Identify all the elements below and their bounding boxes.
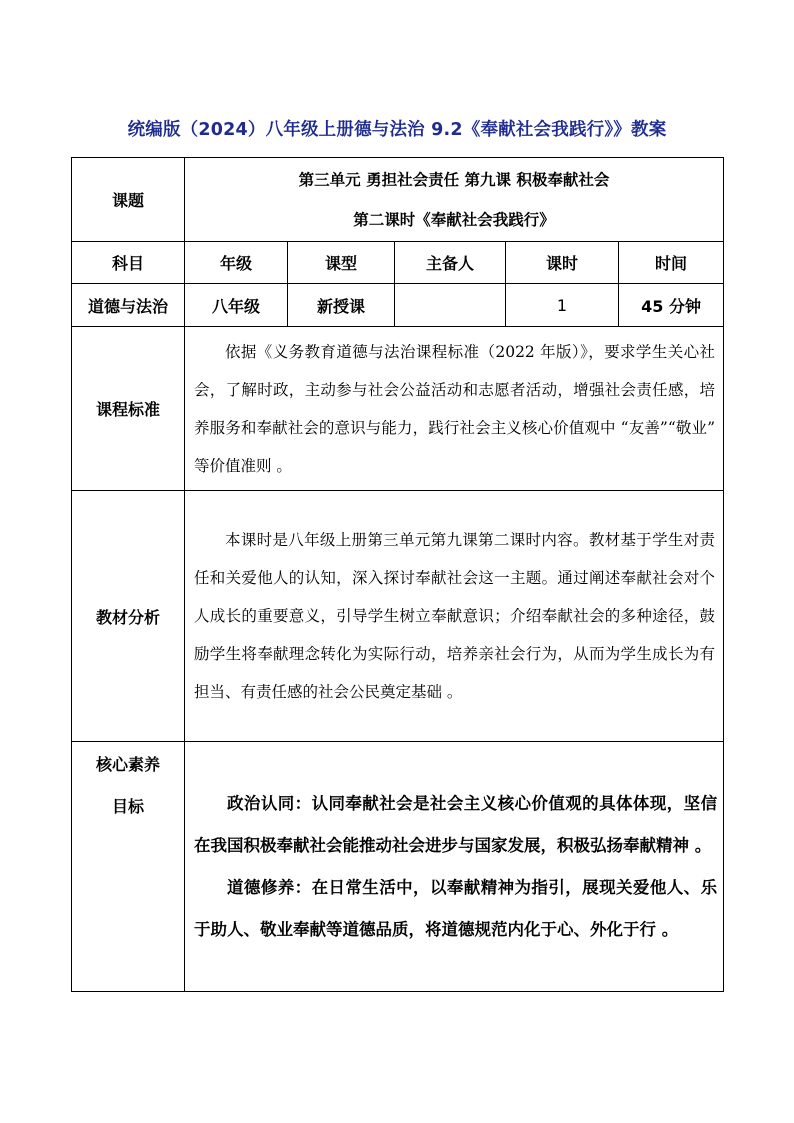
header-preparer: 主备人 — [395, 242, 506, 284]
lesson-topic-row — [72, 158, 724, 242]
curriculum-standard-row — [72, 327, 724, 491]
core-literacy-row — [72, 742, 724, 992]
lesson-topic-label: 课题 — [72, 158, 185, 242]
core-literacy-label-line1: 核心素养 — [95, 755, 160, 774]
lesson-topic-value — [185, 158, 724, 242]
core-literacy-cell — [185, 742, 724, 992]
header-lesson-type: 课型 — [288, 242, 395, 284]
value-lesson-type: 新授课 — [288, 284, 395, 327]
curriculum-standard-text: 依据《义务教育道德与法治课程标准（2022 年版）》，要求学生关心社会，了解时政，主动参与社会公益活动和志愿者活动，增强社会责任感，培养服务和奉献社会的意识与能力，践行社会主义核心价值观中 “友善”“敬业” 等价值准则 。 — [194, 342, 716, 475]
value-periods: 1 — [506, 284, 619, 327]
textbook-analysis-cell — [185, 491, 724, 742]
header-subject: 科目 — [72, 242, 185, 284]
core-literacy-label — [72, 742, 185, 992]
header-periods: 课时 — [506, 242, 619, 284]
textbook-analysis-text: 本课时是八年级上册第三单元第九课第二课时内容。教材基于学生对责任和关爱他人的认知，深入探讨奉献社会这一主题。通过阐述奉献社会对个人成长的重要意义，引导学生树立奉献意识；介绍奉献社会的多种途径，鼓励学生将奉献理念转化为实际行动，培养亲社会行为，从而为学生成长为有担当、有责任感的社会公民奠定基础 。 — [194, 531, 716, 701]
value-preparer — [395, 284, 506, 327]
curriculum-standard-cell — [185, 327, 724, 491]
document-title: 统编版（2024）八年级上册德与法治 9.2《奉献社会我践行》》教案 — [127, 120, 667, 140]
textbook-analysis-label: 教材分析 — [72, 491, 185, 742]
header-duration: 时间 — [619, 242, 724, 284]
lesson-plan-table — [71, 157, 724, 992]
info-value-row — [72, 284, 724, 327]
core-literacy-label-line2: 目标 — [111, 797, 144, 816]
lesson-topic-line1: 第三单元 勇担社会责任 第九课 积极奉献社会 — [298, 170, 610, 189]
lesson-topic-line2: 第二课时《奉献社会我践行》 — [353, 210, 555, 229]
textbook-analysis-row — [72, 491, 724, 742]
goal-political-identity: 政治认同：认同奉献社会是社会主义核心价值观的具体体现，坚信在我国积极奉献社会能推动社会进步与国家发展，积极弘扬奉献精神 。 — [194, 793, 718, 855]
info-header-row — [72, 242, 724, 284]
curriculum-standard-label: 课程标准 — [72, 327, 185, 491]
goal-moral-cultivation: 道德修养：在日常生活中，以奉献精神为指引，展现关爱他人、乐于助人、敬业奉献等道德品质，将道德规范内化于心、外化于行 。 — [194, 877, 718, 939]
value-grade: 八年级 — [185, 284, 288, 327]
value-duration: 45 分钟 — [619, 284, 724, 327]
header-grade: 年级 — [185, 242, 288, 284]
value-subject: 道德与法治 — [72, 284, 185, 327]
